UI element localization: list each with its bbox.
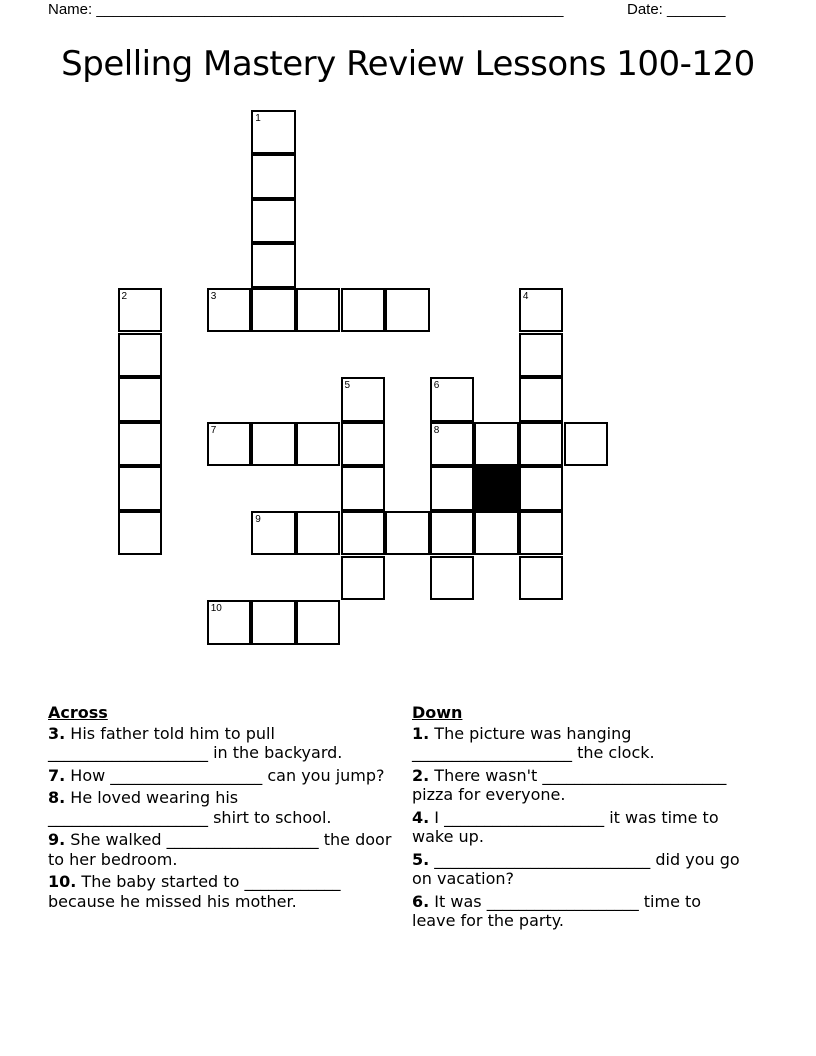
grid-cell[interactable]	[341, 556, 386, 601]
clue-down-5: 5. ___________________________ did you go on vacation?	[412, 849, 740, 888]
grid-cell[interactable]	[251, 600, 296, 645]
black-cell	[474, 466, 519, 511]
clue-number: 8	[433, 424, 440, 436]
name-field[interactable]: Name: ________________________________________________________	[48, 1, 564, 18]
grid-cell[interactable]	[341, 288, 386, 333]
grid-cell[interactable]	[474, 422, 519, 467]
grid-cell[interactable]	[430, 377, 475, 422]
clue-number: 2	[121, 290, 128, 302]
grid-cell[interactable]	[251, 288, 296, 333]
grid-cell[interactable]	[519, 422, 564, 467]
grid-cell[interactable]	[341, 377, 386, 422]
grid-cell[interactable]	[118, 511, 163, 556]
grid-cell[interactable]	[519, 377, 564, 422]
clue-number: 10	[210, 603, 222, 615]
grid-cell[interactable]	[519, 333, 564, 378]
grid-cell[interactable]	[118, 333, 163, 378]
grid-cell[interactable]	[341, 466, 386, 511]
date-field[interactable]: Date: _______	[627, 1, 726, 18]
grid-cell[interactable]	[341, 511, 386, 556]
grid-cell[interactable]	[207, 422, 252, 467]
grid-cell[interactable]	[118, 466, 163, 511]
clue-number: 7	[210, 424, 217, 436]
clue-number: 1	[255, 112, 261, 124]
grid-cell[interactable]	[474, 511, 519, 556]
clue-number: 6	[433, 380, 440, 392]
clue-down-2: 2. There wasn't _______________________ pizza for everyone.	[412, 765, 727, 804]
grid-cell[interactable]	[296, 288, 341, 333]
grid-cell[interactable]	[430, 511, 475, 556]
grid-cell[interactable]	[385, 288, 430, 333]
clue-number: 5	[344, 380, 351, 392]
clue-down-1: 1. The picture was hanging ____________________ the clock.	[412, 723, 655, 762]
grid-cell[interactable]	[519, 556, 564, 601]
grid-cell[interactable]	[251, 199, 296, 244]
grid-cell[interactable]	[251, 422, 296, 467]
clue-number: 3	[210, 290, 217, 302]
clue-across-7: 7. How ___________________ can you jump?	[48, 765, 385, 785]
grid-cell[interactable]	[207, 288, 252, 333]
clue-across-9: 9. She walked ___________________ the door to her bedroom.	[48, 830, 392, 869]
clue-across-10: 10. The baby started to ____________ because he missed his mother.	[48, 872, 341, 911]
grid-cell[interactable]	[118, 422, 163, 467]
grid-cell[interactable]	[341, 422, 386, 467]
across-clues	[48, 703, 398, 914]
grid-cell[interactable]	[251, 243, 296, 288]
clue-across-3: 3. His father told him to pull ____________________ in the backyard.	[48, 723, 343, 762]
clue-number: 4	[522, 290, 529, 302]
clue-across-8: 8. He loved wearing his ____________________ shirt to school.	[48, 788, 332, 827]
grid-cell[interactable]	[430, 466, 475, 511]
down-heading: Down	[412, 703, 463, 722]
down-clues	[412, 703, 742, 934]
grid-cell[interactable]	[296, 511, 341, 556]
grid-cell[interactable]	[296, 600, 341, 645]
grid-cell[interactable]	[430, 556, 475, 601]
page-title: Spelling Mastery Review Lessons 100-120	[61, 44, 755, 84]
grid-cell[interactable]	[251, 110, 296, 155]
grid-cell[interactable]	[118, 377, 163, 422]
grid-cell[interactable]	[118, 288, 163, 333]
grid-cell[interactable]	[430, 422, 475, 467]
grid-cell[interactable]	[519, 288, 564, 333]
grid-cell[interactable]	[385, 511, 430, 556]
grid-cell[interactable]	[251, 511, 296, 556]
clue-down-6: 6. It was ___________________ time to leave for the party.	[412, 891, 702, 930]
grid-cell[interactable]	[296, 422, 341, 467]
grid-cell[interactable]	[519, 511, 564, 556]
grid-cell[interactable]	[564, 422, 609, 467]
clue-number: 9	[255, 513, 261, 525]
grid-cell[interactable]	[207, 600, 252, 645]
across-heading: Across	[48, 703, 108, 722]
grid-cell[interactable]	[251, 154, 296, 199]
grid-cell[interactable]	[519, 466, 564, 511]
clue-down-4: 4. I ____________________ it was time to wake up.	[412, 807, 719, 846]
